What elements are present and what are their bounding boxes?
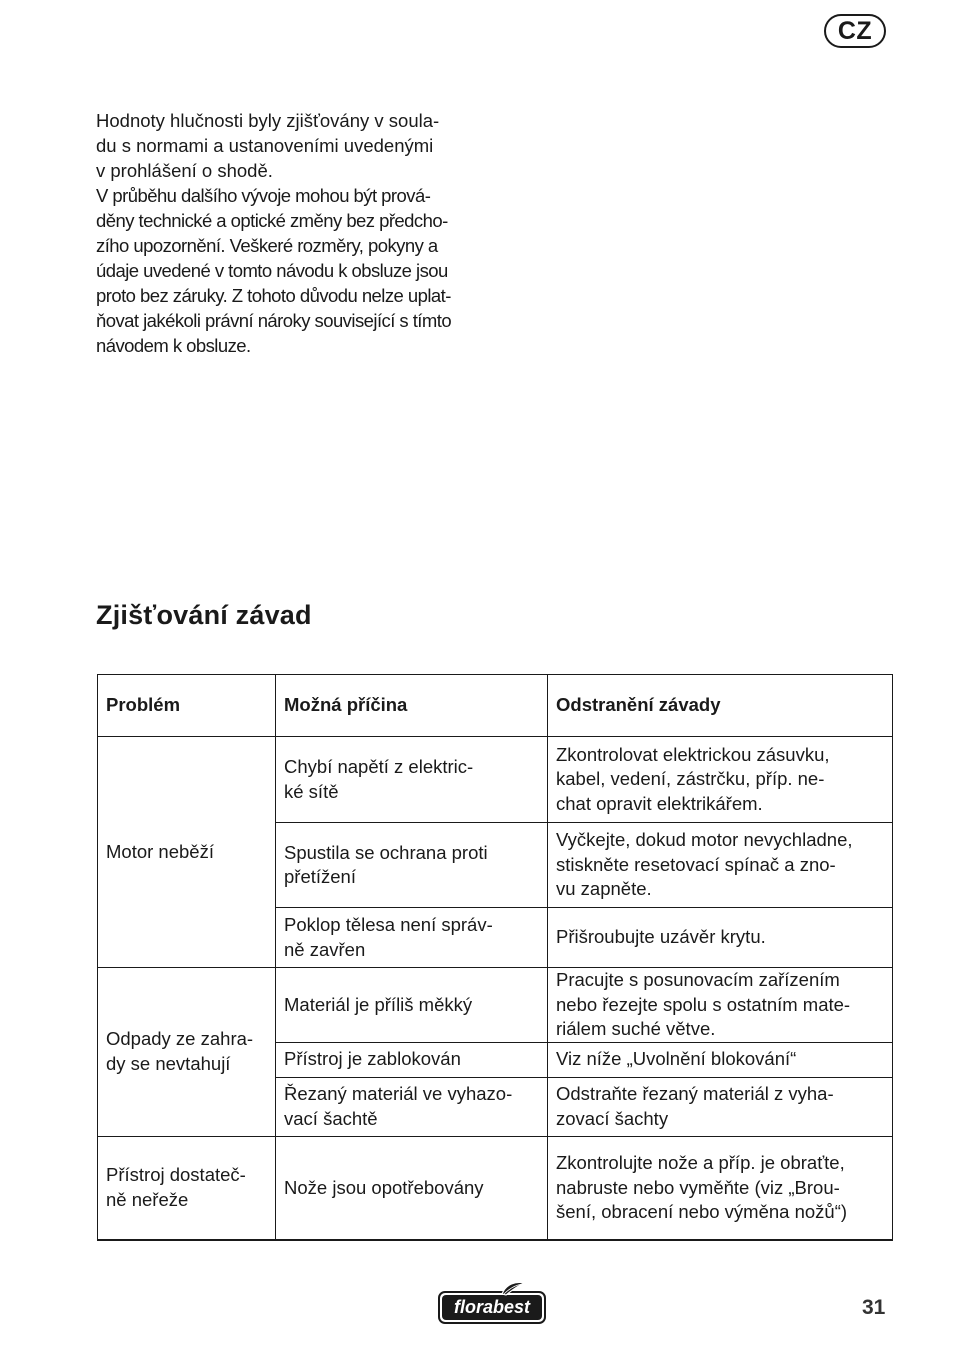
problem-cell: Přístroj dostateč- ně neřeže <box>98 1136 276 1240</box>
remedy-cell: Zkontrolujte nože a příp. je obraťte, nabruste nebo vyměňte (viz „Brou- šení, obracení nebo výměna nožů“) <box>548 1136 893 1240</box>
logo-text: florabest <box>453 1297 531 1317</box>
problem-cell: Odpady ze zahra- dy se nevtahují <box>98 968 276 1137</box>
cause-cell: Spustila se ochrana proti přetížení <box>276 823 548 908</box>
remedy-cell: Odstraňte řezaný materiál z vyha- zovací šachty <box>548 1077 893 1136</box>
changes-disclaimer-paragraph: V průběhu dalšího vývoje mohou být prová- děny technické a optické změny bez předcho- zího upozornění. Veškeré rozměry, pokyny a údaje uvedené v tomto návodu k obsluze jsou proto bez záruky. Z tohoto důvodu nelze uplat- ňovat jakékoli právní nároky související s tímto návodem k obsluze. <box>96 185 452 356</box>
cause-cell: Chybí napětí z elektric- ké sítě <box>276 737 548 823</box>
logo-badge <box>436 1280 548 1326</box>
page-number: 31 <box>862 1296 886 1319</box>
table-row <box>98 968 893 1043</box>
florabest-logo <box>436 1280 548 1326</box>
cause-cell: Materiál je příliš měkký <box>276 968 548 1043</box>
header-remedy: Odstranění závady <box>548 675 893 737</box>
language-badge: CZ <box>824 14 886 48</box>
remedy-cell: Viz níže „Uvolnění blokování“ <box>548 1042 893 1077</box>
remedy-cell: Zkontrolovat elektrickou zásuvku, kabel, vedení, zástrčku, příp. ne- chat opravit elektrikářem. <box>548 737 893 823</box>
cause-cell: Poklop tělesa není správ- ně zavřen <box>276 908 548 968</box>
table-row <box>98 1136 893 1240</box>
noise-values-paragraph: Hodnoty hlučnosti byly zjišťovány v soula- du s normami a ustanoveními uvedenými v prohlášení o shodě. <box>96 110 440 181</box>
remedy-cell: Pracujte s posunovacím zařízením nebo řezejte spolu s ostatním mate- riálem suché větve. <box>548 968 893 1043</box>
remedy-cell: Vyčkejte, dokud motor nevychladne, stiskněte resetovací spínač a zno- vu zapněte. <box>548 823 893 908</box>
table-row <box>98 737 893 823</box>
section-title: Zjišťování závad <box>96 600 312 630</box>
intro-text <box>96 108 488 358</box>
cause-cell: Nože jsou opotřebovány <box>276 1136 548 1240</box>
cause-cell: Přístroj je zablokován <box>276 1042 548 1077</box>
header-cause: Možná příčina <box>276 675 548 737</box>
cause-cell: Řezaný materiál ve vyhazo- vací šachtě <box>276 1077 548 1136</box>
problem-cell: Motor neběží <box>98 737 276 968</box>
troubleshooting-table <box>97 674 893 1241</box>
remedy-cell: Přišroubujte uzávěr krytu. <box>548 908 893 968</box>
table-header-row <box>98 675 893 737</box>
header-problem: Problém <box>98 675 276 737</box>
